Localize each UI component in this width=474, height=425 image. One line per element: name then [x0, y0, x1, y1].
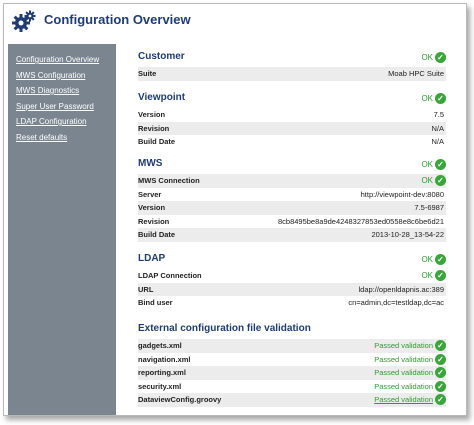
row-value: 8cb8495be8a9de4248327853ed0558e8c6be6d21: [277, 216, 444, 226]
validation-label: Passed validation: [374, 381, 433, 391]
row-label: MWS Connection: [138, 176, 200, 185]
row-label: DataviewConfig.groovy: [138, 395, 222, 404]
ok-label: OK: [421, 53, 433, 62]
table-row: [138, 215, 446, 229]
sidebar-item-configuration-overview[interactable]: Configuration Overview: [16, 55, 100, 64]
row-label: Version: [138, 203, 166, 212]
row-value: N/A: [431, 137, 444, 146]
row-label: gadgets.xml: [138, 341, 182, 350]
status-ok: [421, 93, 446, 104]
table-row: [138, 67, 446, 81]
section-title: MWS: [138, 158, 163, 169]
row-label: security.xml: [138, 381, 182, 391]
ldap-section: [138, 253, 446, 310]
check-icon: ✓: [435, 254, 446, 265]
sidebar-item-mws-configuration[interactable]: MWS Configuration: [16, 70, 86, 80]
status-ok: [421, 254, 446, 265]
row-label: Server: [138, 189, 162, 199]
ok-label: OK: [421, 160, 433, 169]
check-icon: ✓: [435, 270, 446, 281]
sidebar-item-ldap-configuration[interactable]: LDAP Configuration: [16, 117, 87, 126]
table-row: [138, 393, 446, 407]
table-row: [138, 201, 446, 215]
row-value: ldap://openldapnis.ac:389: [358, 284, 444, 294]
status-ok: [421, 52, 446, 63]
check-icon: ✓: [435, 93, 446, 104]
validation-link[interactable]: Passed validation: [374, 395, 433, 404]
row-value: 2013-10-28_13-54-22: [371, 230, 444, 239]
row-value: cn=admin,dc=testldap,dc=ac: [348, 298, 444, 307]
table-row: [138, 380, 446, 394]
row-value: 7.5-6987: [414, 203, 444, 212]
validation-status: [374, 339, 446, 353]
row-value: http://viewpoint-dev:8080: [360, 189, 444, 199]
table-row: [138, 122, 446, 136]
row-label: Revision: [138, 123, 170, 133]
row-value: 7.5: [433, 110, 444, 119]
row-label: Bind user: [138, 298, 173, 307]
validation-label: Passed validation: [374, 368, 433, 377]
row-label: Build Date: [138, 230, 176, 239]
app-window: [3, 3, 467, 416]
row-label: Build Date: [138, 137, 176, 146]
validation-status: [374, 393, 446, 407]
check-icon: ✓: [435, 354, 446, 365]
row-label: URL: [138, 284, 154, 294]
row-label: navigation.xml: [138, 354, 191, 364]
section-title: Viewpoint: [138, 92, 186, 103]
row-label: Version: [138, 110, 166, 119]
validation-status: [374, 366, 446, 380]
validation-status: [374, 380, 446, 394]
row-value: Moab HPC Suite: [388, 69, 444, 78]
mws-section: [138, 158, 446, 242]
viewpoint-section: [138, 92, 446, 149]
validation-label: Passed validation: [374, 354, 433, 364]
ok-label: OK: [421, 255, 433, 264]
table-row: [138, 353, 446, 367]
validation-status: [374, 353, 446, 367]
main-content: [116, 44, 451, 415]
check-icon: ✓: [435, 340, 446, 351]
external-validation-section: [138, 323, 446, 407]
section-title: External configuration file validation: [138, 323, 311, 334]
sidebar-item-super-user-password[interactable]: Super User Password: [16, 101, 94, 111]
row-label: Revision: [138, 216, 170, 226]
page-title: Configuration Overview: [44, 12, 191, 27]
validation-label: Passed validation: [374, 341, 433, 350]
table-row: [138, 108, 446, 122]
table-row: [138, 188, 446, 202]
section-title: LDAP: [138, 253, 166, 264]
ok-label: OK: [421, 176, 433, 185]
table-row: [138, 269, 446, 283]
row-value-ok: [421, 269, 446, 283]
sidebar-item-mws-diagnostics[interactable]: MWS Diagnostics: [16, 86, 80, 95]
check-icon: ✓: [435, 175, 446, 186]
table-row: [138, 228, 446, 242]
check-icon: ✓: [435, 367, 446, 378]
sidebar-nav: [8, 44, 116, 415]
section-title: Customer: [138, 51, 185, 62]
gears-icon: [11, 9, 37, 35]
table-row: [138, 296, 446, 310]
table-row: [138, 174, 446, 188]
check-icon: ✓: [435, 159, 446, 170]
status-ok: [421, 159, 446, 170]
check-icon: ✓: [435, 381, 446, 392]
row-label: Suite: [138, 69, 157, 78]
table-row: [138, 135, 446, 149]
table-row: [138, 339, 446, 353]
table-row: [138, 283, 446, 297]
check-icon: ✓: [435, 52, 446, 63]
row-value-ok: [421, 174, 446, 188]
ok-label: OK: [421, 94, 433, 103]
row-label: reporting.xml: [138, 368, 186, 377]
table-row: [138, 366, 446, 380]
page-header: [4, 4, 466, 42]
check-icon: ✓: [435, 394, 446, 405]
customer-section: [138, 51, 446, 81]
row-value: N/A: [431, 123, 444, 133]
row-label: LDAP Connection: [138, 271, 202, 280]
scrollbar[interactable]: [452, 44, 465, 415]
ok-label: OK: [421, 271, 433, 280]
sidebar-item-reset-defaults[interactable]: Reset defaults: [16, 132, 68, 142]
